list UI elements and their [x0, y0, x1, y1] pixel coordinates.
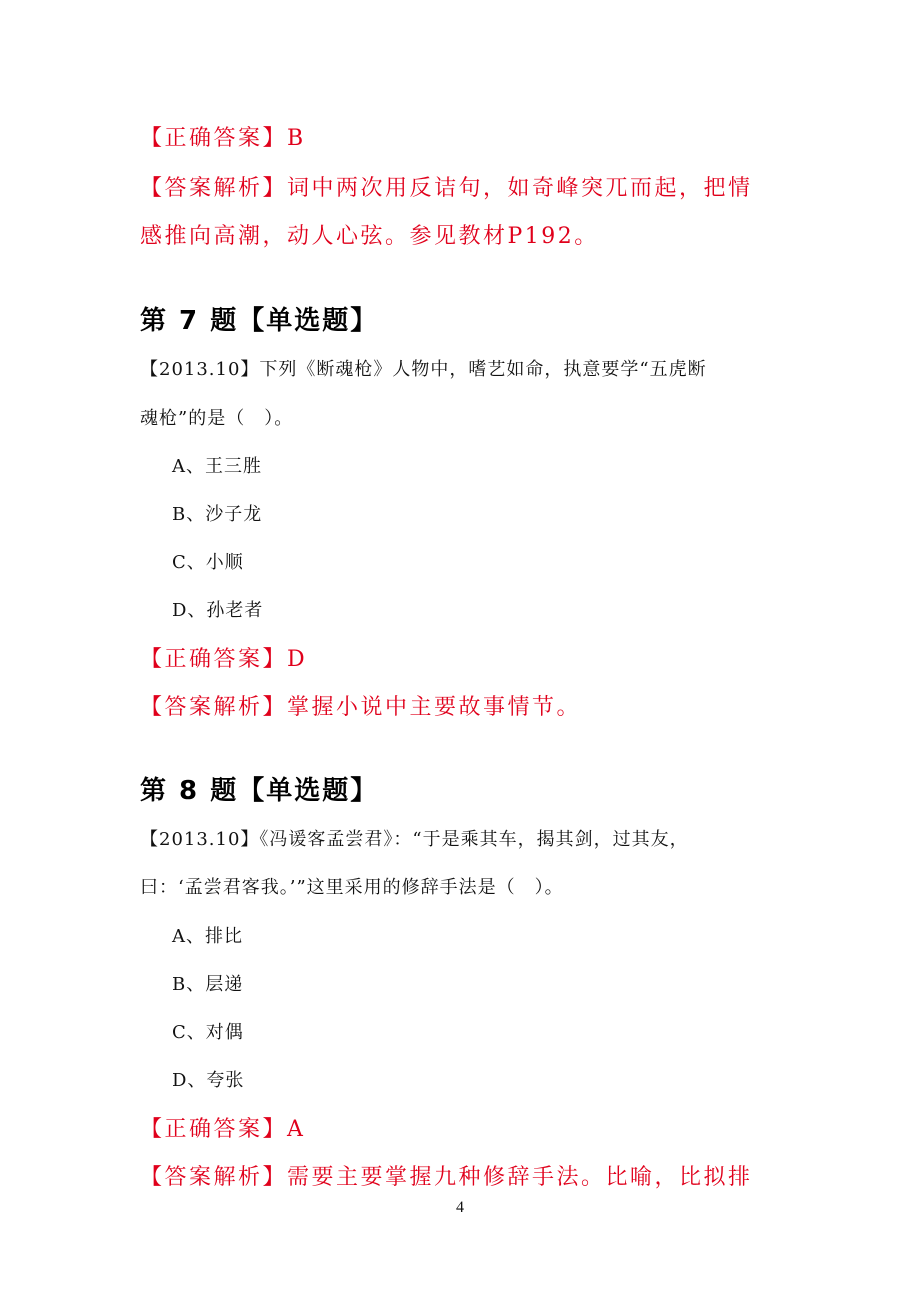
q7-option-c: C、小顺: [172, 552, 244, 573]
q7-option-a: A、王三胜: [172, 456, 262, 477]
q8-answer: 【正确答案】A: [140, 1117, 306, 1142]
q8-option-a: A、排比: [172, 926, 243, 947]
q7-analysis: 【答案解析】掌握小说中主要故事情节。: [140, 695, 582, 720]
q8-option-b: B、层递: [172, 974, 244, 995]
prev-analysis-line-2: 感推向高潮，动人心弦。参见教材P192。: [140, 224, 599, 249]
q8-option-d: D、夸张: [172, 1070, 245, 1091]
q7-answer: 【正确答案】D: [140, 647, 308, 672]
q7-heading: 第 7 题【单选题】: [140, 306, 379, 336]
q8-option-c: C、对偶: [172, 1022, 244, 1043]
q8-stem-line-1: 【2013.10】《冯谖客孟尝君》：“于是乘其车，揭其剑，过其友，: [140, 829, 689, 850]
prev-analysis-line-1: 【答案解析】词中两次用反诘句，如奇峰突兀而起，把情: [140, 176, 753, 201]
page-number: 4: [456, 1199, 464, 1216]
q7-option-b: B、沙子龙: [172, 504, 263, 525]
q7-stem-line-1: 【2013.10】下列《断魂枪》人物中，嗜艺如命，执意要学“五虎断: [140, 359, 707, 380]
q8-heading: 第 8 题【单选题】: [140, 776, 379, 806]
prev-answer: 【正确答案】B: [140, 126, 306, 151]
q7-option-d: D、孙老者: [172, 600, 264, 621]
q8-analysis: 【答案解析】需要主要掌握九种修辞手法。比喻，比拟排: [140, 1165, 753, 1190]
q8-stem-line-2: 曰：‘孟尝君客我。’”这里采用的修辞手法是（ ）。: [140, 877, 564, 898]
q7-stem-line-2: 魂枪”的是（ ）。: [140, 408, 294, 429]
